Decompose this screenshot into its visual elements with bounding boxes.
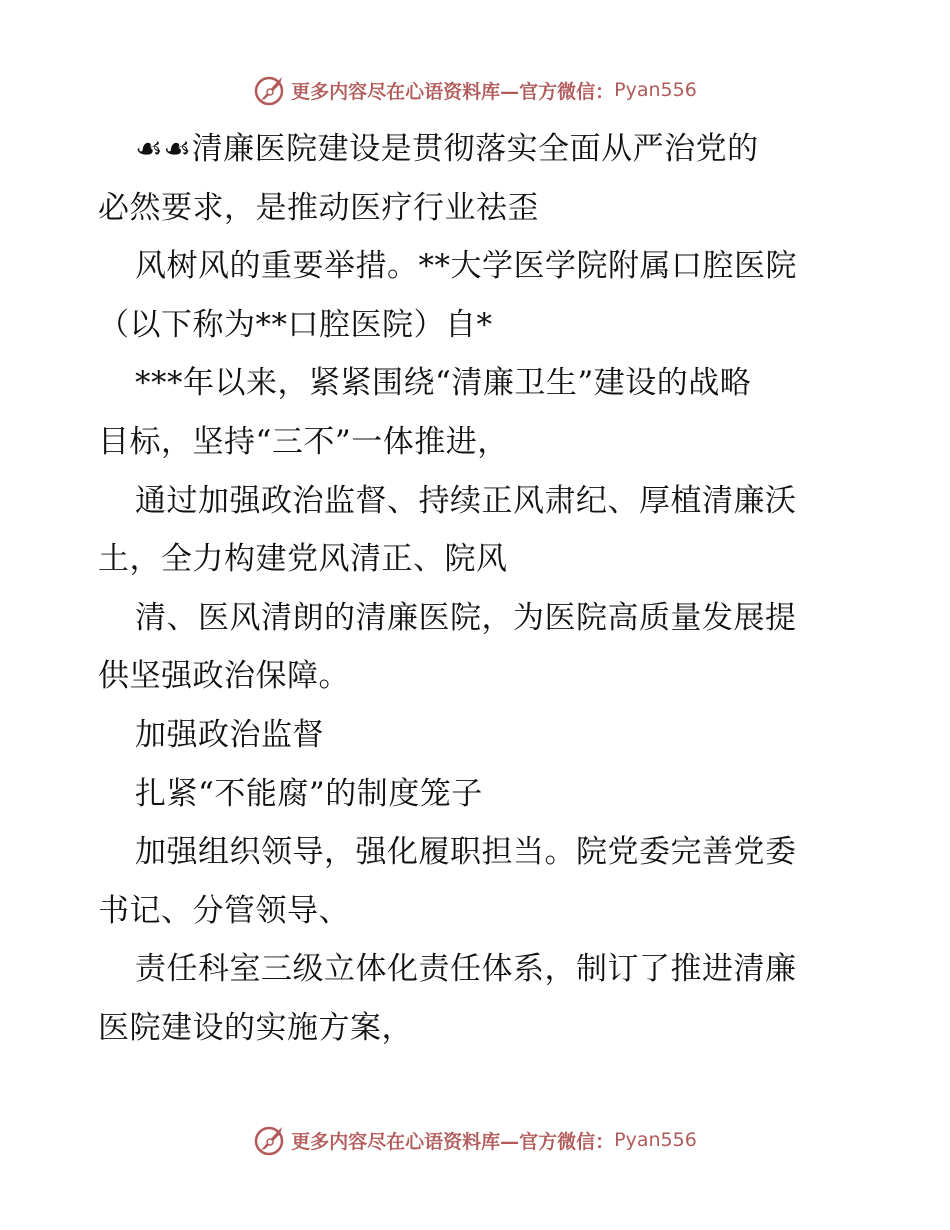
watermark-wechat-id: Pyan556 bbox=[614, 79, 697, 101]
text-line: 医院建设的实施方案， bbox=[98, 1009, 413, 1046]
text-line: ***年以来，紧紧围绕“清廉卫生”建设的战略 bbox=[135, 365, 752, 402]
text-line: 供坚强政治保障。 bbox=[98, 658, 350, 695]
section-heading: 加强政治监督 bbox=[135, 716, 324, 753]
section-subheading: 扎紧“不能腐”的制度笼子 bbox=[135, 775, 483, 812]
text-line: 加强组织领导，强化履职担当。院党委完善党委 bbox=[135, 834, 797, 871]
document-body bbox=[98, 120, 858, 1058]
footer-watermark bbox=[0, 1120, 950, 1160]
text-line: 清、医风清朗的清廉医院，为医院高质量发展提 bbox=[135, 599, 797, 636]
watermark-text: 更多内容尽在心语资料库—官方微信： bbox=[291, 1130, 615, 1153]
text-line: ☙☙清廉医院建设是贯彻落实全面从严治党的 bbox=[135, 131, 759, 167]
watermark-text: 更多内容尽在心语资料库—官方微信： bbox=[291, 80, 615, 103]
watermark-wechat-id: Pyan556 bbox=[614, 1129, 697, 1151]
quill-logo-icon bbox=[253, 1123, 287, 1157]
quill-logo-icon bbox=[253, 73, 287, 107]
text-line: 责任科室三级立体化责任体系，制订了推进清廉 bbox=[135, 951, 797, 988]
text-line: 土，全力构建党风清正、院风 bbox=[98, 541, 508, 578]
text-line: 风树风的重要举措。**大学医学院附属口腔医院 bbox=[135, 248, 797, 285]
text-line: 书记、分管领导、 bbox=[98, 892, 350, 929]
text-line: （以下称为**口腔医院）自* bbox=[98, 306, 493, 343]
text-line: 通过加强政治监督、持续正风肃纪、厚植清廉沃 bbox=[135, 482, 797, 519]
text-line: 目标，坚持“三不”一体推进， bbox=[98, 423, 509, 460]
text-line: 必然要求，是推动医疗行业祛歪 bbox=[98, 189, 539, 226]
header-watermark bbox=[0, 70, 950, 110]
